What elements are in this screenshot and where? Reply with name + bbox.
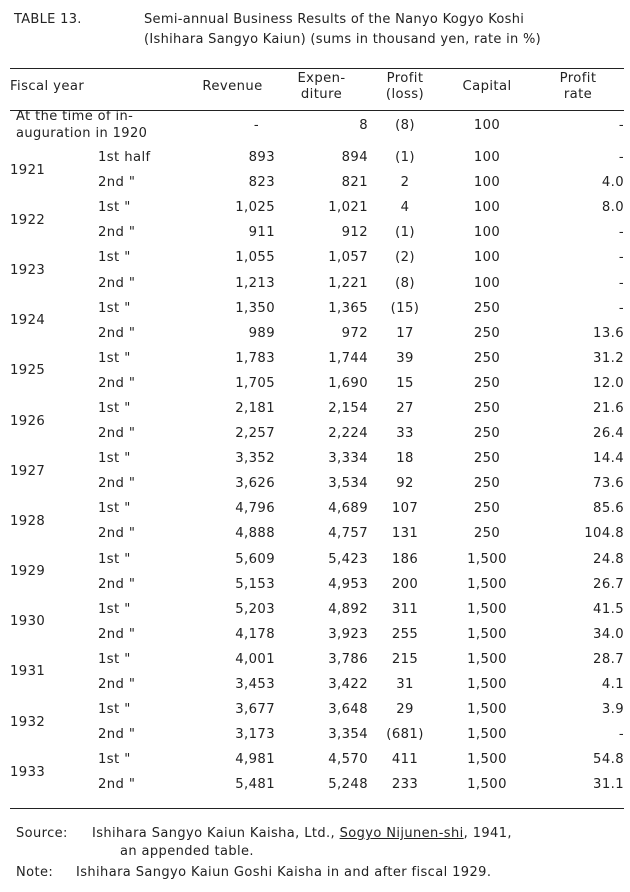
cell-half: 2nd " bbox=[98, 777, 136, 793]
cell-capital: 250 bbox=[473, 400, 501, 416]
cell-revenue: 3,173 bbox=[235, 727, 276, 743]
cell-half: 1st " bbox=[98, 300, 131, 316]
cell-half: 2nd " bbox=[98, 677, 136, 693]
cell-half: 1st " bbox=[98, 400, 131, 416]
header-expenditure: Expen- diture bbox=[297, 71, 346, 102]
cell-half: 1st " bbox=[98, 551, 131, 567]
cell-expenditure: 1,744 bbox=[328, 350, 369, 366]
cell-profit-rate: 26.7 bbox=[593, 576, 625, 592]
cell-expenditure: 821 bbox=[341, 175, 369, 191]
cell-profit: 131 bbox=[391, 526, 419, 542]
cell-capital: 250 bbox=[473, 526, 501, 542]
inauguration-label: At the time of in- auguration in 1920 bbox=[16, 109, 148, 141]
cell-expenditure: 1,690 bbox=[328, 375, 369, 391]
cell-revenue: - bbox=[253, 117, 260, 133]
cell-revenue: 3,453 bbox=[235, 677, 276, 693]
cell-half: 2nd " bbox=[98, 175, 136, 191]
table-row bbox=[10, 496, 624, 521]
cell-expenditure: 3,648 bbox=[328, 702, 369, 718]
source-book-title: Sogyo Nijunen-shi bbox=[339, 826, 464, 841]
table-row bbox=[10, 622, 624, 647]
table-row bbox=[10, 647, 624, 672]
cell-profit: (15) bbox=[390, 300, 420, 316]
inauguration-row bbox=[10, 105, 624, 145]
cell-fiscal-year: 1929 bbox=[10, 564, 46, 580]
cell-revenue: 4,796 bbox=[235, 501, 276, 517]
cell-capital: 1,500 bbox=[467, 777, 507, 793]
cell-expenditure: 5,423 bbox=[328, 551, 369, 567]
cell-profit: 311 bbox=[391, 601, 419, 617]
cell-profit: 411 bbox=[391, 752, 419, 768]
cell-expenditure: 4,570 bbox=[328, 752, 369, 768]
cell-expenditure: 894 bbox=[341, 150, 369, 166]
cell-profit-rate: 41.5 bbox=[593, 601, 625, 617]
table-row bbox=[10, 396, 624, 421]
cell-half: 2nd " bbox=[98, 375, 136, 391]
cell-expenditure: 4,757 bbox=[328, 526, 369, 542]
cell-profit: (1) bbox=[395, 225, 415, 241]
table-row bbox=[10, 421, 624, 446]
table-row bbox=[10, 145, 624, 170]
note-label: Note: bbox=[16, 865, 54, 880]
header-fiscal-year: Fiscal year bbox=[10, 79, 85, 94]
table-notes bbox=[16, 821, 616, 883]
table-row bbox=[10, 296, 624, 321]
cell-capital: 1,500 bbox=[467, 727, 507, 743]
cell-revenue: 4,981 bbox=[235, 752, 276, 768]
cell-expenditure: 3,786 bbox=[328, 651, 369, 667]
cell-half: 1st " bbox=[98, 651, 131, 667]
cell-revenue: 4,178 bbox=[235, 626, 276, 642]
cell-expenditure: 912 bbox=[341, 225, 369, 241]
bottom-rule bbox=[10, 808, 624, 809]
source-note bbox=[16, 821, 616, 861]
cell-profit-rate: 3.9 bbox=[601, 702, 625, 718]
table-row bbox=[10, 597, 624, 622]
cell-profit-rate: - bbox=[618, 225, 625, 241]
cell-profit-rate: - bbox=[618, 117, 625, 133]
header-profit: Profit (loss) bbox=[385, 71, 425, 102]
cell-capital: 100 bbox=[473, 225, 501, 241]
cell-revenue: 1,025 bbox=[235, 200, 276, 216]
table-row bbox=[10, 245, 624, 270]
cell-capital: 100 bbox=[473, 250, 501, 266]
table-row bbox=[10, 220, 624, 245]
cell-profit: 18 bbox=[396, 451, 414, 467]
cell-capital: 250 bbox=[473, 476, 501, 492]
cell-profit: 92 bbox=[396, 476, 414, 492]
cell-profit-rate: 12.0 bbox=[593, 375, 625, 391]
cell-profit: 27 bbox=[396, 400, 414, 416]
cell-expenditure: 4,892 bbox=[328, 601, 369, 617]
cell-half: 2nd " bbox=[98, 426, 136, 442]
cell-fiscal-year: 1925 bbox=[10, 363, 46, 379]
cell-capital: 1,500 bbox=[467, 551, 507, 567]
cell-expenditure: 1,365 bbox=[328, 300, 369, 316]
cell-profit: 4 bbox=[400, 200, 410, 216]
cell-expenditure: 3,422 bbox=[328, 677, 369, 693]
cell-capital: 100 bbox=[473, 200, 501, 216]
cell-fiscal-year: 1930 bbox=[10, 614, 46, 630]
cell-half: 1st half bbox=[98, 150, 151, 166]
cell-profit-rate: 54.8 bbox=[593, 752, 625, 768]
cell-profit: (8) bbox=[395, 275, 415, 291]
cell-profit: (2) bbox=[395, 250, 415, 266]
cell-profit: (681) bbox=[386, 727, 424, 743]
cell-profit: 233 bbox=[391, 777, 419, 793]
cell-half: 1st " bbox=[98, 501, 131, 517]
cell-profit: (8) bbox=[395, 117, 415, 133]
cell-capital: 1,500 bbox=[467, 702, 507, 718]
cell-profit-rate: 85.6 bbox=[593, 501, 625, 517]
table-row bbox=[10, 270, 624, 295]
cell-revenue: 2,257 bbox=[235, 426, 276, 442]
cell-revenue: 3,352 bbox=[235, 451, 276, 467]
cell-profit-rate: 4.0 bbox=[601, 175, 625, 191]
cell-revenue: 4,888 bbox=[235, 526, 276, 542]
table-row bbox=[10, 547, 624, 572]
cell-profit: 15 bbox=[396, 375, 414, 391]
table-row bbox=[10, 371, 624, 396]
source-label: Source: bbox=[16, 826, 68, 841]
cell-fiscal-year: 1924 bbox=[10, 313, 46, 329]
source-text: Ishihara Sangyo Kaiun Kaisha, Ltd., Sogyo Nijunen-shi, 1941, bbox=[92, 826, 512, 841]
cell-half: 2nd " bbox=[98, 576, 136, 592]
cell-profit-rate: - bbox=[618, 250, 625, 266]
cell-profit: 33 bbox=[396, 426, 414, 442]
cell-revenue: 4,001 bbox=[235, 651, 276, 667]
cell-profit-rate: 34.0 bbox=[593, 626, 625, 642]
header-revenue: Revenue bbox=[202, 79, 263, 94]
cell-profit: 17 bbox=[396, 325, 414, 341]
cell-capital: 100 bbox=[473, 117, 501, 133]
cell-revenue: 1,350 bbox=[235, 300, 276, 316]
cell-capital: 250 bbox=[473, 375, 501, 391]
cell-capital: 1,500 bbox=[467, 601, 507, 617]
cell-expenditure: 3,354 bbox=[328, 727, 369, 743]
cell-half: 1st " bbox=[98, 752, 131, 768]
cell-half: 2nd " bbox=[98, 476, 136, 492]
cell-profit-rate: 26.4 bbox=[593, 426, 625, 442]
cell-capital: 250 bbox=[473, 325, 501, 341]
table-title-line-1: Semi-annual Business Results of the Nanyo Kogyo Koshi bbox=[144, 12, 525, 27]
cell-expenditure: 1,021 bbox=[328, 200, 369, 216]
header-capital: Capital bbox=[462, 79, 512, 94]
cell-profit-rate: 21.6 bbox=[593, 400, 625, 416]
cell-profit-rate: 14.4 bbox=[593, 451, 625, 467]
cell-revenue: 911 bbox=[248, 225, 276, 241]
table-row bbox=[10, 195, 624, 220]
table-row bbox=[10, 521, 624, 546]
cell-half: 1st " bbox=[98, 601, 131, 617]
cell-profit: 39 bbox=[396, 350, 414, 366]
cell-expenditure: 2,224 bbox=[328, 426, 369, 442]
cell-half: 2nd " bbox=[98, 275, 136, 291]
table-row bbox=[10, 446, 624, 471]
cell-capital: 1,500 bbox=[467, 752, 507, 768]
cell-expenditure: 5,248 bbox=[328, 777, 369, 793]
cell-capital: 1,500 bbox=[467, 576, 507, 592]
cell-profit: 215 bbox=[391, 651, 419, 667]
cell-profit-rate: - bbox=[618, 300, 625, 316]
cell-capital: 100 bbox=[473, 175, 501, 191]
cell-fiscal-year: 1927 bbox=[10, 463, 46, 479]
cell-capital: 250 bbox=[473, 501, 501, 517]
cell-expenditure: 2,154 bbox=[328, 400, 369, 416]
footnote bbox=[16, 863, 616, 883]
cell-half: 2nd " bbox=[98, 526, 136, 542]
cell-profit-rate: 73.6 bbox=[593, 476, 625, 492]
cell-fiscal-year: 1931 bbox=[10, 664, 46, 680]
cell-revenue: 989 bbox=[248, 325, 276, 341]
cell-profit-rate: 31.1 bbox=[593, 777, 625, 793]
cell-fiscal-year: 1928 bbox=[10, 513, 46, 529]
cell-profit-rate: 31.2 bbox=[593, 350, 625, 366]
cell-revenue: 5,609 bbox=[235, 551, 276, 567]
cell-expenditure: 4,689 bbox=[328, 501, 369, 517]
business-results-table bbox=[10, 69, 624, 797]
cell-half: 2nd " bbox=[98, 325, 136, 341]
cell-revenue: 893 bbox=[248, 150, 276, 166]
cell-fiscal-year: 1926 bbox=[10, 413, 46, 429]
cell-profit: 255 bbox=[391, 626, 419, 642]
cell-half: 1st " bbox=[98, 451, 131, 467]
cell-capital: 100 bbox=[473, 275, 501, 291]
cell-profit-rate: 13.6 bbox=[593, 325, 625, 341]
cell-revenue: 1,705 bbox=[235, 375, 276, 391]
cell-expenditure: 1,221 bbox=[328, 275, 369, 291]
cell-revenue: 5,203 bbox=[235, 601, 276, 617]
cell-profit-rate: 4.1 bbox=[601, 677, 625, 693]
cell-half: 1st " bbox=[98, 250, 131, 266]
cell-profit-rate: 8.0 bbox=[601, 200, 625, 216]
cell-fiscal-year: 1933 bbox=[10, 764, 46, 780]
cell-expenditure: 4,953 bbox=[328, 576, 369, 592]
cell-expenditure: 3,534 bbox=[328, 476, 369, 492]
cell-capital: 250 bbox=[473, 300, 501, 316]
cell-revenue: 3,626 bbox=[235, 476, 276, 492]
table-row bbox=[10, 346, 624, 371]
cell-capital: 1,500 bbox=[467, 651, 507, 667]
cell-half: 1st " bbox=[98, 200, 131, 216]
cell-fiscal-year: 1921 bbox=[10, 162, 46, 178]
source-text-line-2: an appended table. bbox=[120, 844, 254, 859]
cell-revenue: 2,181 bbox=[235, 400, 276, 416]
cell-capital: 1,500 bbox=[467, 626, 507, 642]
cell-revenue: 5,153 bbox=[235, 576, 276, 592]
cell-profit-rate: - bbox=[618, 150, 625, 166]
table-row bbox=[10, 697, 624, 722]
table-row bbox=[10, 321, 624, 346]
cell-half: 2nd " bbox=[98, 727, 136, 743]
table-row bbox=[10, 672, 624, 697]
cell-capital: 250 bbox=[473, 451, 501, 467]
cell-profit-rate: - bbox=[618, 727, 625, 743]
table-row bbox=[10, 722, 624, 747]
cell-profit: 186 bbox=[391, 551, 419, 567]
table-row bbox=[10, 471, 624, 496]
cell-capital: 250 bbox=[473, 350, 501, 366]
cell-profit: (1) bbox=[395, 150, 415, 166]
cell-profit-rate: 24.8 bbox=[593, 551, 625, 567]
cell-capital: 1,500 bbox=[467, 677, 507, 693]
cell-capital: 100 bbox=[473, 150, 501, 166]
cell-profit-rate: - bbox=[618, 275, 625, 291]
cell-capital: 250 bbox=[473, 426, 501, 442]
cell-profit: 200 bbox=[391, 576, 419, 592]
cell-revenue: 5,481 bbox=[235, 777, 276, 793]
table-row bbox=[10, 747, 624, 772]
cell-profit: 2 bbox=[400, 175, 410, 191]
table-row bbox=[10, 170, 624, 195]
note-text: Ishihara Sangyo Kaiun Goshi Kaisha in and after fiscal 1929. bbox=[76, 865, 492, 880]
header-profit-rate: Profit rate bbox=[559, 71, 597, 102]
cell-expenditure: 1,057 bbox=[328, 250, 369, 266]
cell-expenditure: 972 bbox=[341, 325, 369, 341]
cell-half: 2nd " bbox=[98, 626, 136, 642]
table-label: TABLE 13. bbox=[14, 12, 82, 27]
cell-profit-rate: 104.8 bbox=[584, 526, 625, 542]
cell-expenditure: 8 bbox=[359, 117, 369, 133]
cell-revenue: 1,783 bbox=[235, 350, 276, 366]
cell-profit-rate: 28.7 bbox=[593, 651, 625, 667]
cell-revenue: 823 bbox=[248, 175, 276, 191]
cell-expenditure: 3,923 bbox=[328, 626, 369, 642]
cell-revenue: 1,055 bbox=[235, 250, 276, 266]
table-row bbox=[10, 572, 624, 597]
cell-half: 1st " bbox=[98, 350, 131, 366]
cell-profit: 31 bbox=[396, 677, 414, 693]
cell-fiscal-year: 1923 bbox=[10, 262, 46, 278]
cell-expenditure: 3,334 bbox=[328, 451, 369, 467]
table-row bbox=[10, 772, 624, 797]
cell-fiscal-year: 1922 bbox=[10, 212, 46, 228]
header-row bbox=[10, 69, 624, 105]
cell-fiscal-year: 1932 bbox=[10, 714, 46, 730]
cell-half: 1st " bbox=[98, 702, 131, 718]
cell-revenue: 3,677 bbox=[235, 702, 276, 718]
cell-profit: 29 bbox=[396, 702, 414, 718]
cell-revenue: 1,213 bbox=[235, 275, 276, 291]
cell-profit: 107 bbox=[391, 501, 419, 517]
cell-half: 2nd " bbox=[98, 225, 136, 241]
table-title-line-2: (Ishihara Sangyo Kaiun) (sums in thousand yen, rate in %) bbox=[144, 32, 541, 47]
